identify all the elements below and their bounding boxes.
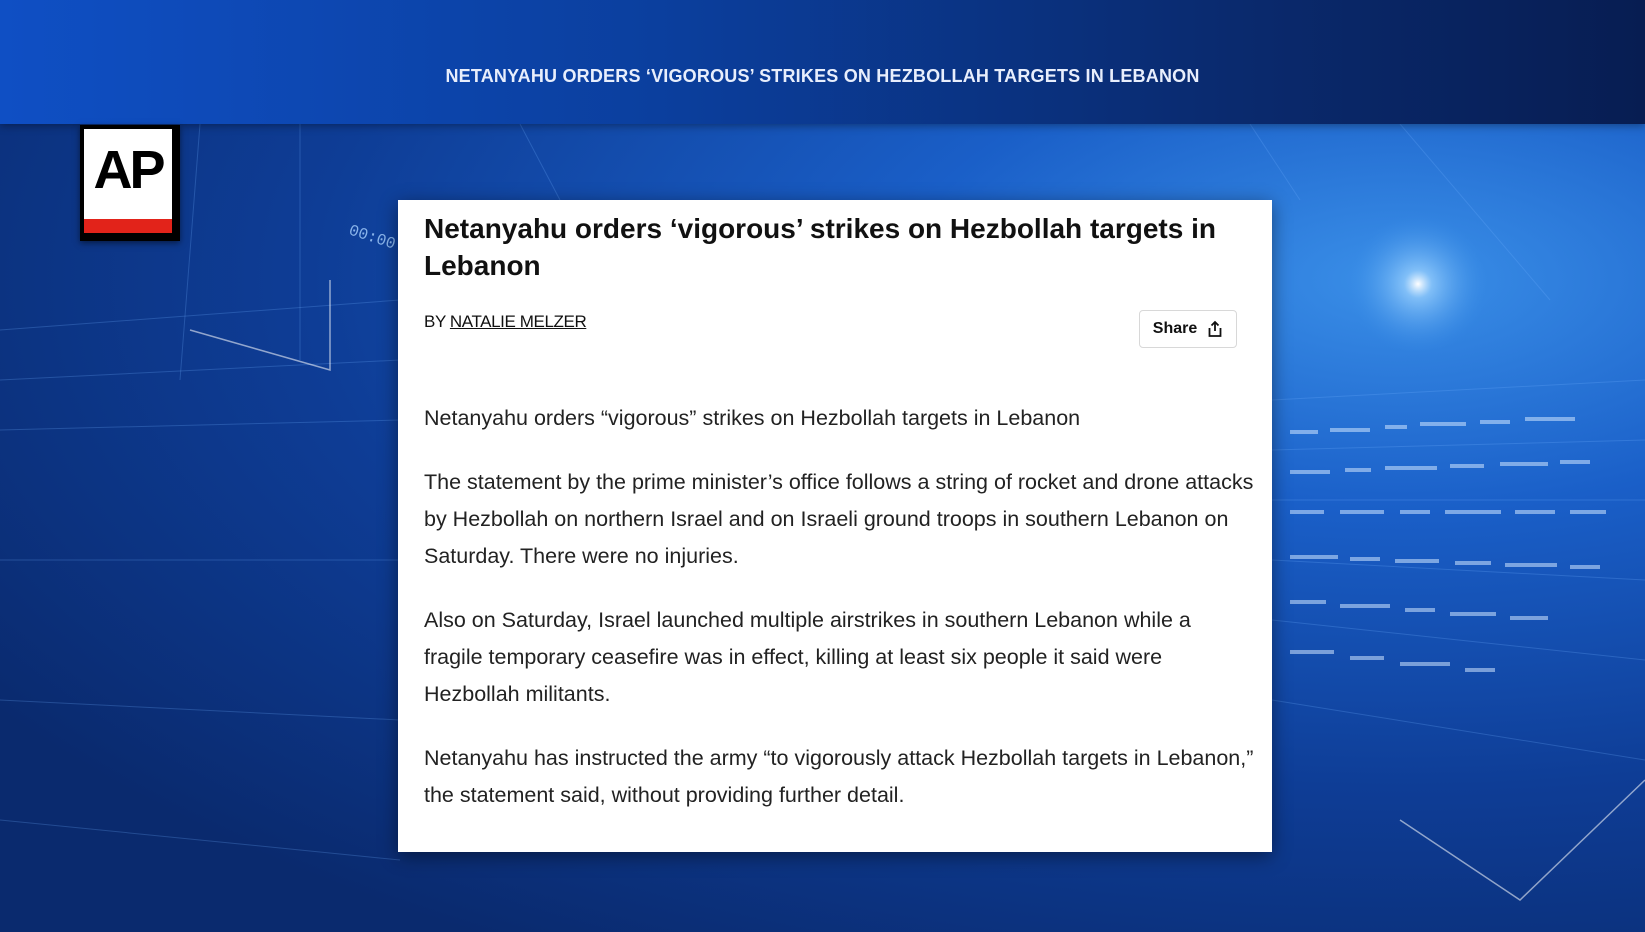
ap-logo-plate: [84, 129, 172, 233]
article-card: [398, 200, 1272, 852]
article-paragraph: Netanyahu has instructed the army “to vigorously attack Hezbollah targets in Lebanon,” the statement said, without providing further detail.: [424, 746, 1254, 807]
article-body: [424, 400, 1254, 841]
share-button[interactable]: [1139, 310, 1237, 348]
article-title: Netanyahu orders ‘vigorous’ strikes on Hezbollah targets in Lebanon: [424, 213, 1216, 281]
author-link[interactable]: NATALIE MELZER: [449, 312, 587, 331]
ap-logo-text: AP: [93, 140, 163, 200]
share-label: Share: [1152, 320, 1198, 337]
ap-logo: [80, 125, 180, 241]
article-paragraph: The statement by the prime minister’s office follows a string of rocket and drone attacks by Hezbollah on northern Israel and on Israeli ground troops in southern Lebanon on Saturday. There were no injuries.: [424, 470, 1254, 568]
article-paragraph: Netanyahu orders “vigorous” strikes on Hezbollah targets in Lebanon: [424, 406, 1081, 430]
background-readout: 00:00: [346, 221, 398, 254]
byline: [424, 312, 586, 332]
banner-headline: NETANYAHU ORDERS ‘VIGOROUS’ STRIKES ON HEZBOLLAH TARGETS IN LEBANON: [445, 66, 1200, 86]
article-paragraph: Also on Saturday, Israel launched multiple airstrikes in southern Lebanon while a fragile temporary ceasefire was in effect, killing at least six people it said were Hezbollah militants.: [424, 608, 1191, 706]
share-icon: [1207, 320, 1223, 338]
byline-prefix: BY: [424, 312, 446, 331]
light-flare: [1348, 214, 1488, 354]
headline-banner: [0, 0, 1645, 124]
ap-logo-red-bar: [84, 219, 172, 233]
